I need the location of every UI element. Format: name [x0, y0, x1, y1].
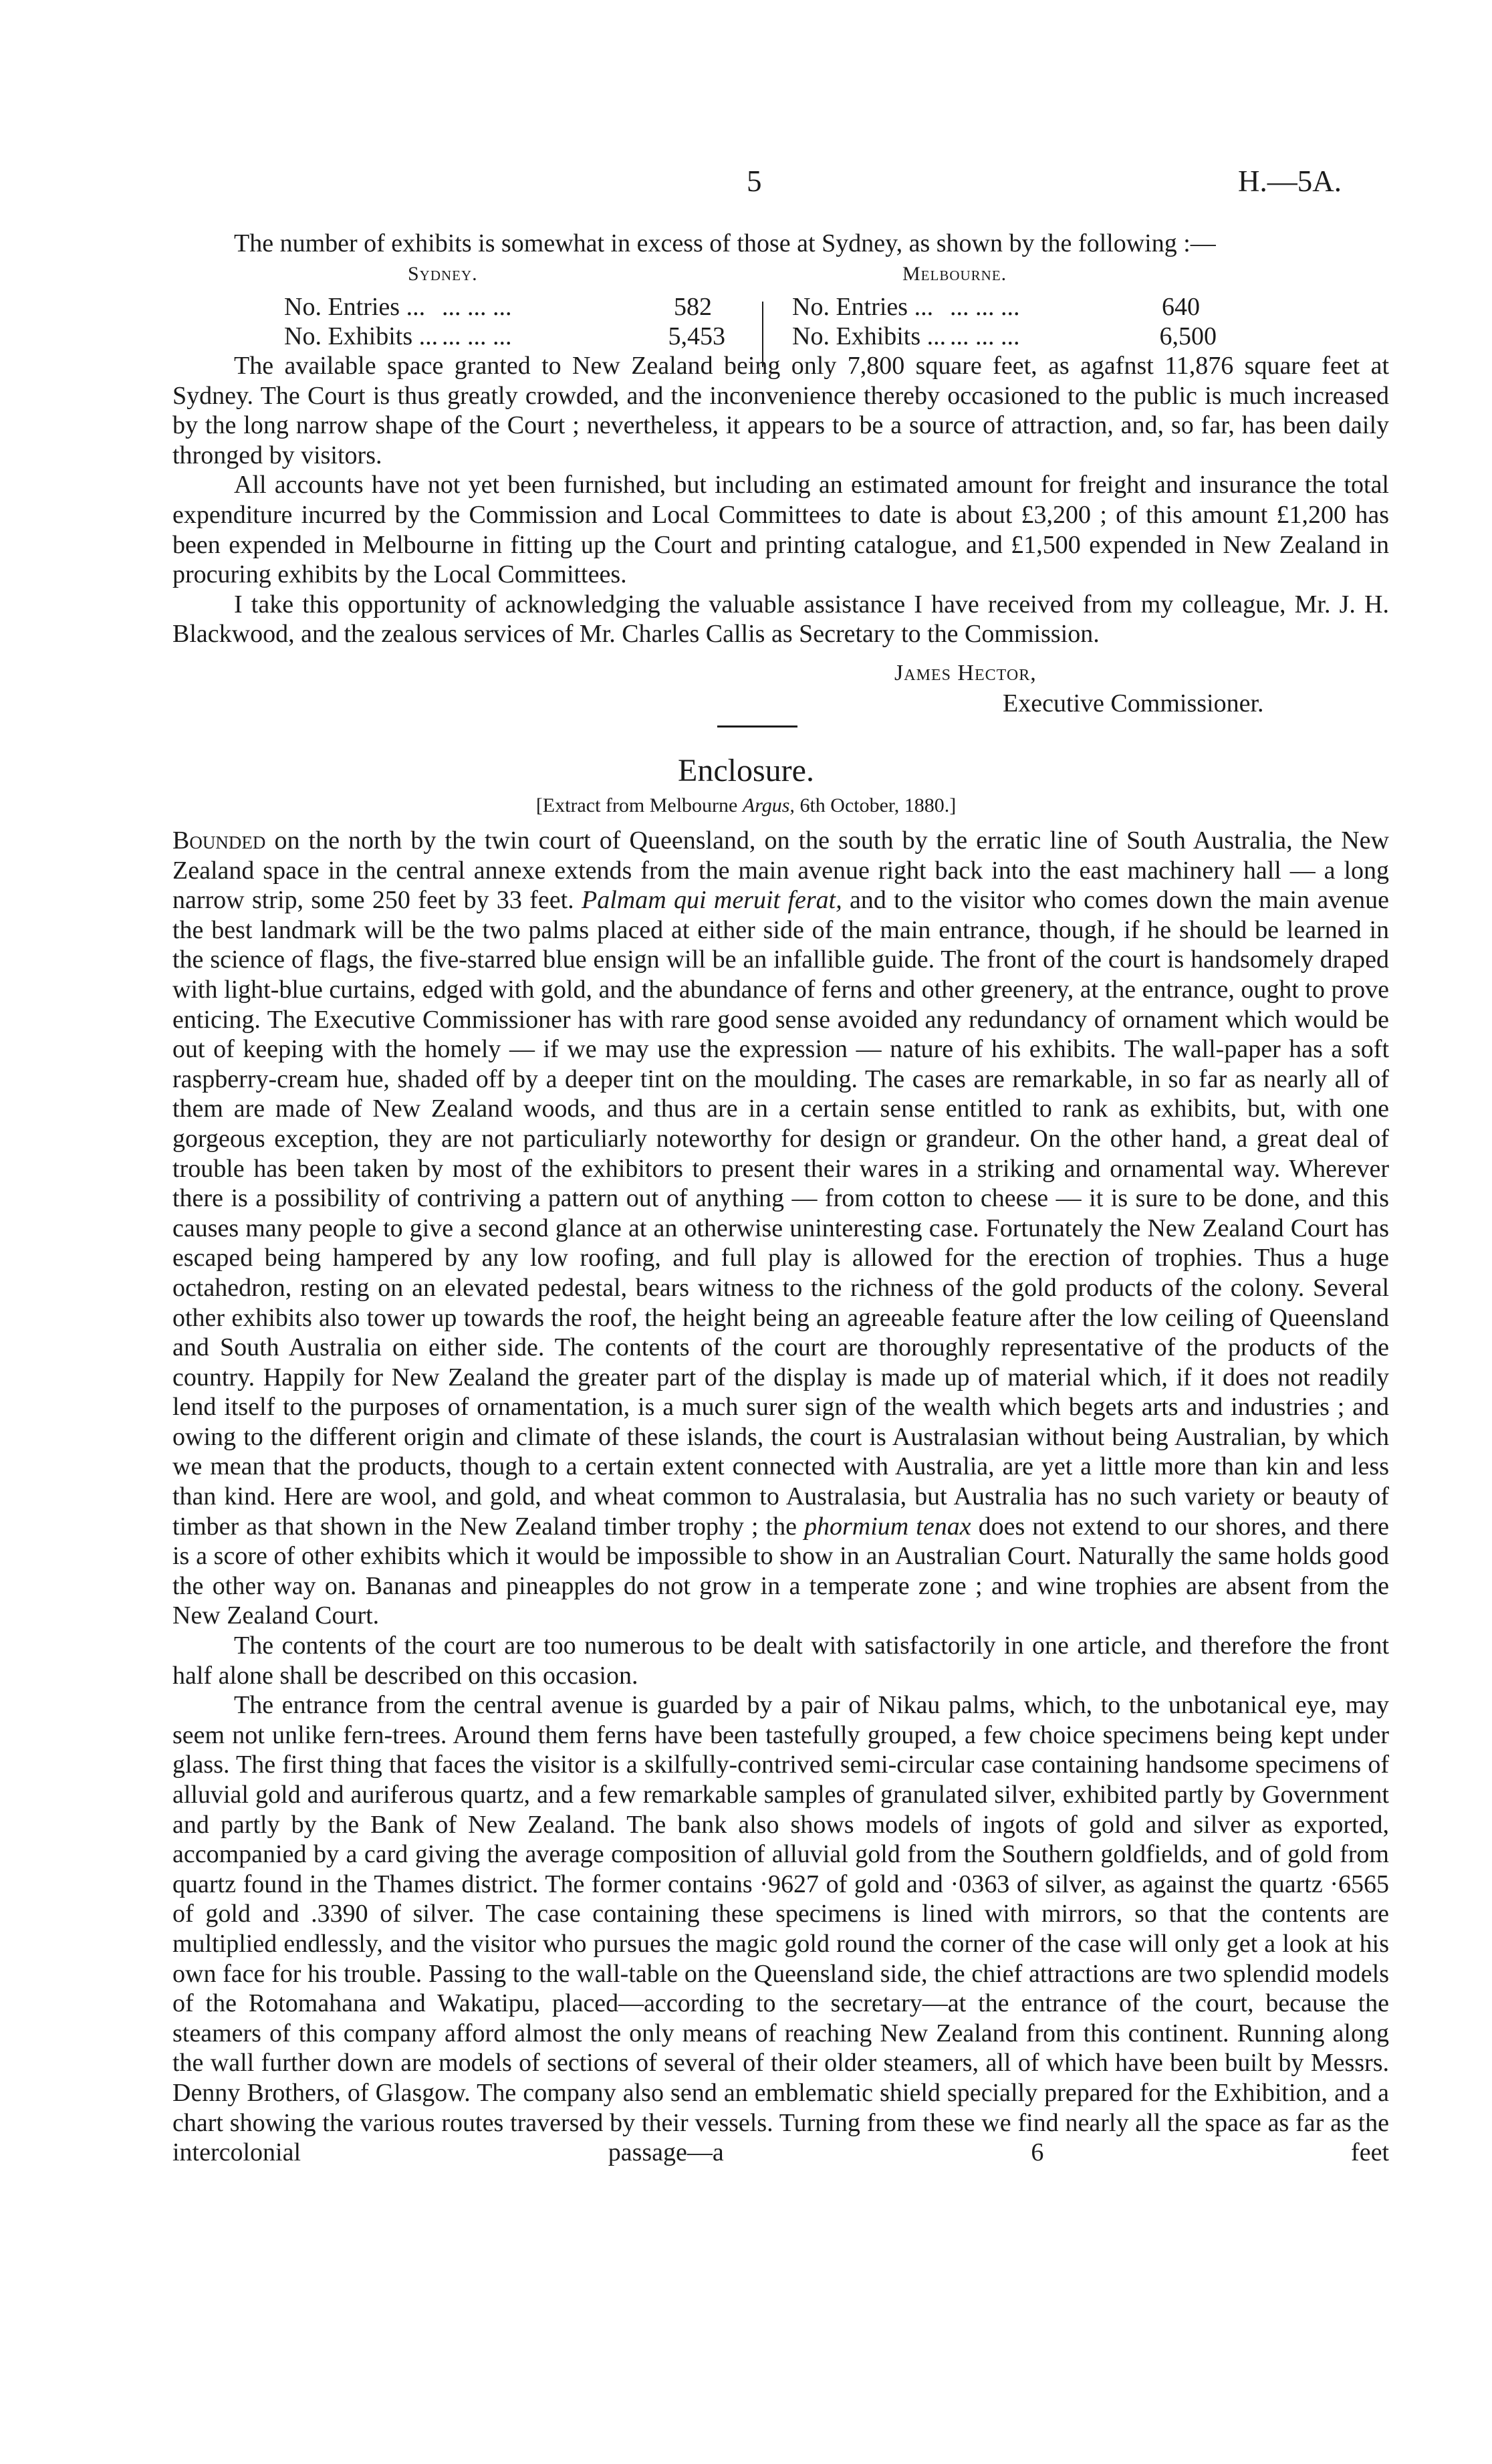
enclosure-title: Enclosure. [678, 753, 814, 788]
melbourne-row-entries: No. Entries ... ... ... ... 640 [792, 293, 1200, 321]
page-number: 5 [747, 164, 762, 198]
report-paragraph-thanks: I take this opportunity of acknowledging the valuable assistance I have received from my colleague, Mr. J. H. Blackwood, and the zealous services of Mr. Charles Callis as Secretary to the Commission. [172, 590, 1389, 649]
section-divider [717, 725, 797, 727]
sydney-row-exhibits: No. Exhibits ... ... ... ... 5,453 [284, 322, 725, 350]
enclosure-paragraph-3: The entrance from the central avenue is guarded by a pair of Nikau palms, which, to the unbotanical eye, may seem not unlike fern-trees. Around them ferns have been tastefully grouped, a few choice specimens being kept under glass. The first thing that faces the visitor is a skilfully-contrived semi-circular case containing handsome specimens of alluvial gold and auriferous quartz, and a few remarkable samples of granulated silver, exhibited partly by Government and partly by the Bank of New Zealand. The bank also shows models of ingots of gold and silver as exported, accompanied by a card giving the average composition of alluvial gold from the Southern goldfields, and of gold from quartz found in the Thames district. The former contains ·9627 of gold and ·0363 of silver, as against the quartz ·6565 of gold and .3390 of silver. The case containing these specimens is lined with mirrors, so that the contents are multiplied endlessly, and the visitor who pursues the magic gold round the corner of the case will only get a look at his own face for his trouble. Passing to the wall-table on the Queensland side, the chief attractions are two splendid models of the Rotomahana and Wakatipu, placed—according to the secretary—at the entrance of the court, because the steamers of this company afford almost the only means of reaching New Zealand from this continent. Running along the wall further down are models of sections of several of their older steamers, all of which have been built by Messrs. Denny Brothers, of Glasgow. The company also send an emblematic shield specially prepared for the Exhibition, and a chart showing the various routes traversed by their vessels. Turning from these we find nearly all the space as far as the intercolonial passage—a 6 feet [172, 1691, 1389, 2167]
extract-source: [Extract from Melbourne Argus, 6th October, 1880.] [535, 794, 957, 816]
sydney-heading: Sydney. [408, 263, 478, 285]
report-paragraph-accounts: All accounts have not yet been furnished, but including an estimated amount for freight and insurance the total expenditure incurred by the Commission and Local Committees to date is about £3,200 ; of this amount £1,200 has been expended in Melbourne in fitting up the Court and printing catalogue, and £1,500 expended in New Zealand in procuring exhibits by the Local Committees. [172, 471, 1389, 589]
enclosure-paragraph-1: Bounded on the north by the twin court of Queensland, on the south by the erratic line of South Australia, the New Zealand space in the central annexe extends from the main avenue right back into the east machinery hall — a long narrow strip, some 250 feet by 33 feet. Palmam qui meruit ferat, and to the visitor who comes down the main avenue the best landmark will be the two palms placed at either side of the main entrance, though, if he should be learned in the science of flags, the five-starred blue ensign will be an infallible guide. The front of the court is handsomely draped with light-blue curtains, edged with gold, and the abundance of ferns and other greenery, at the entrance, ought to prove enticing. The Executive Commissioner has with rare good sense avoided any redundancy of ornament which would be out of keeping with the homely — if we may use the expression — nature of his exhibits. The wall-paper has a soft raspberry-cream hue, shaded off by a deeper tint on the moulding. The cases are remarkable, in so far as nearly all of them are made of New Zealand woods, and thus are in a certain sense entitled to rank as exhibits, but, with one gorgeous exception, they are not particuliarly noteworthy for design or grandeur. On the other hand, a great deal of trouble has been taken by most of the exhibitors to present their wares in a striking and ornamental way. Wherever there is a possibility of contriving a pattern out of anything — from cotton to cheese — it is sure to be done, and this causes many people to give a second glance at an otherwise uninteresting case. Fortunately the New Zealand Court has escaped being hampered by any low roofing, and full play is allowed for the erection of trophies. Thus a huge octahedron, resting on an elevated pedestal, bears witness to the richness of the gold products of the colony. Several other exhibits also tower up towards the roof, the height being an agreeable feature after the low ceiling of Queensland and South Australia on either side. The contents of the court are thoroughly representative of the products of the country. Happily for New Zealand the greater part of the display is made up of material which, if it does not readily lend itself to the purposes of ornamentation, is a much surer sign of the wealth which begets arts and industries ; and owing to the different origin and climate of these islands, the court is Australasian without being Australian, by which we mean that the products, though to a certain extent connected with Australia, are yet a little more than kin and less than kind. Here are wool, and gold, and wheat common to Australasia, but Australia has no such variety or beauty of timber as that shown in the New Zealand timber trophy ; the phormium tenax does not extend to our shores, and there is a score of other exhibits which it would be impossible to show in an Australian Court. Naturally the same holds good the other way on. Bananas and pineapples do not grow in a temperate zone ; and wine trophies are absent from the New Zealand Court. [172, 826, 1390, 1630]
signature-title: Executive Commissioner. [1003, 689, 1264, 717]
dropcap-word: Bounded [172, 826, 266, 855]
report-paragraph-space: The available space granted to New Zealand being only 7,800 square feet, as agafnst 11,876 square feet at Sydney. The Court is thus greatly crowded, and the inconvenience thereby occasioned to the public is much increased by the long narrow shape of the Court ; nevertheless, it appears to be a source of attraction, and, so far, has been daily thronged by visitors. [172, 352, 1389, 469]
enclosure-paragraph-2: The contents of the court are too numerous to be dealt with satisfactorily in one article, and therefore the front half alone shall be described on this occasion. [172, 1632, 1389, 1690]
sydney-row-entries: No. Entries ... ... ... ... 582 [284, 293, 712, 321]
melbourne-heading: Melbourne. [902, 263, 1007, 285]
melbourne-row-exhibits: No. Exhibits ... ... ... ... 6,500 [792, 322, 1217, 350]
report-body [172, 351, 1389, 649]
document-reference: H.—5A. [1238, 164, 1342, 198]
intro-line [172, 229, 1389, 259]
enclosure-body [172, 826, 1389, 2168]
exhibits-table [234, 263, 1337, 351]
signature-name: James Hector, [894, 661, 1037, 685]
intro-text: The number of exhibits is somewhat in excess of those at Sydney, as shown by the following :— [234, 229, 1216, 257]
page-header [0, 164, 1492, 204]
